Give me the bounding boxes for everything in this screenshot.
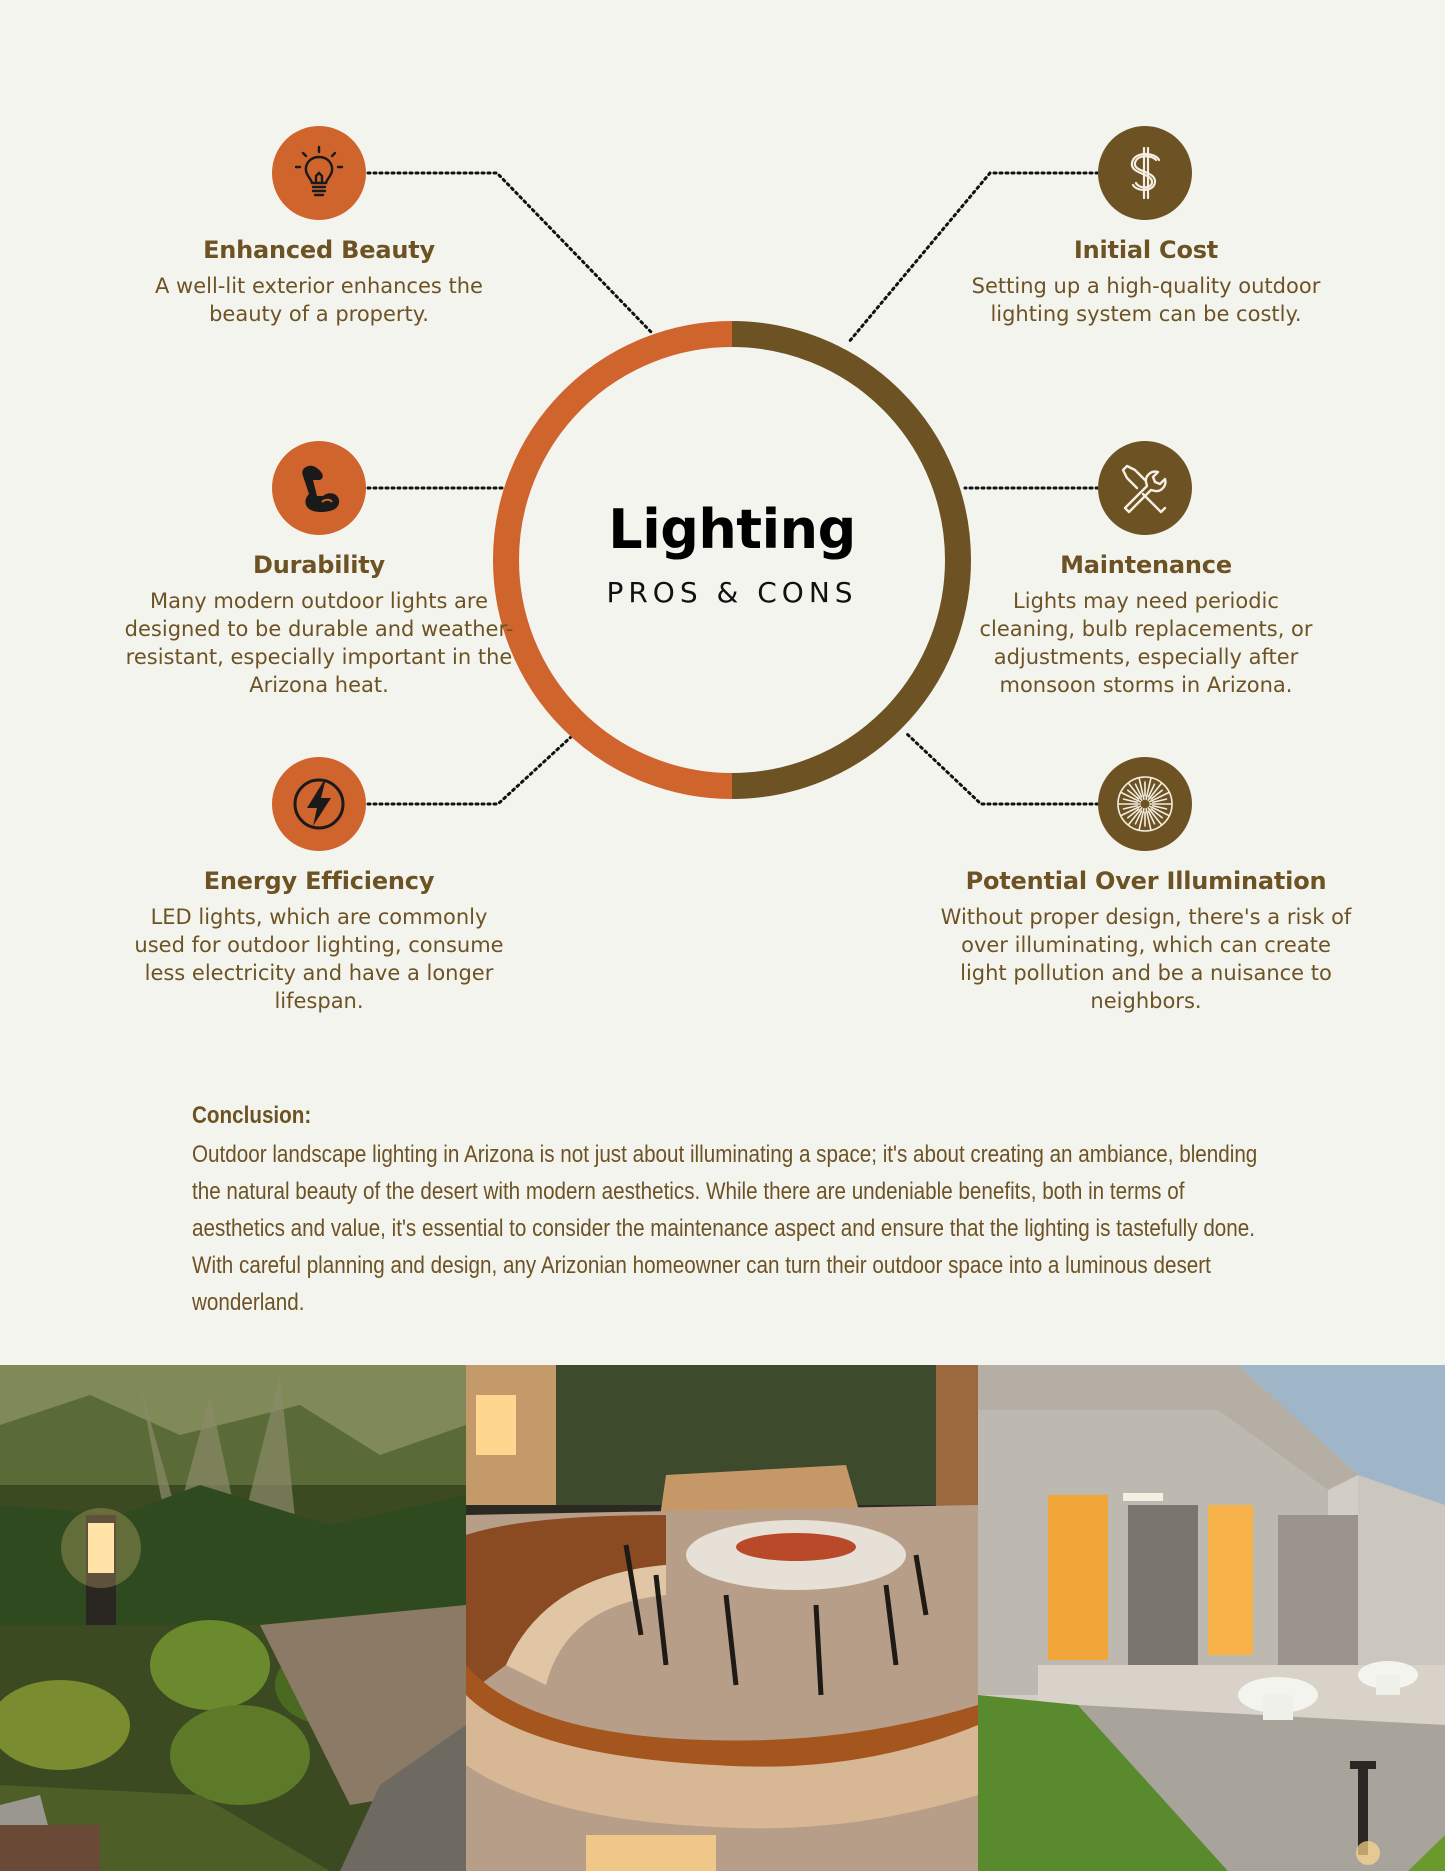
dollar-sign-icon (1098, 126, 1192, 220)
flexed-arm-icon (272, 441, 366, 535)
con-text: Without proper design, there's a risk of over illuminating, which can create light pollution and be a nuisance to neighbors. (940, 905, 1352, 1013)
pro-title: Energy Efficiency (203, 867, 435, 895)
conclusion-body: Outdoor landscape lighting in Arizona is not just about illuminating a space; it's about creating an ambiance, blending the natural beauty of the desert with modern aesthetics. While there are undeniable benefits, both in terms of aesthetics and value, it's essential to consider the maintenance aspect and ensure that the lighting is tastefully done. With careful planning and design, any Arizonian homeowner can turn their outdoor space into a luminous desert wonderland. (192, 1141, 1258, 1316)
pro-item-enhanced-beauty (109, 236, 529, 328)
patio-dining-lighting-photo (466, 1365, 978, 1871)
wrench-screwdriver-icon (1098, 441, 1192, 535)
con-title: Initial Cost (1073, 236, 1219, 264)
pro-title: Durability (252, 551, 386, 579)
photo-strip (0, 1365, 1445, 1871)
garden-bollard-light-photo (0, 1365, 466, 1871)
pro-title: Enhanced Beauty (203, 236, 435, 264)
conclusion-section (192, 1102, 1272, 1321)
con-text: Lights may need periodic cleaning, bulb replacements, or adjustments, especially after monsoon storms in Arizona. (979, 589, 1313, 697)
lightbulb-icon (272, 126, 366, 220)
pro-text: LED lights, which are commonly used for outdoor lighting, consume less electricity and have a longer lifespan. (134, 905, 504, 1013)
lightning-bolt-icon (272, 757, 366, 851)
page-subtitle: PROS & CONS (606, 576, 858, 609)
light-burst-icon (1098, 757, 1192, 851)
con-item-maintenance (936, 551, 1356, 699)
con-item-over-illumination (936, 867, 1356, 1015)
connector-energy-efficiency (368, 736, 572, 804)
con-text: Setting up a high-quality outdoor lighting system can be costly. (971, 274, 1321, 326)
connector-over-illumination (907, 734, 1098, 804)
modern-house-exterior-lighting-photo (978, 1365, 1445, 1871)
page-title: Lighting (608, 498, 856, 561)
pro-text: A well-lit exterior enhances the beauty of a property. (155, 274, 483, 326)
pro-text: Many modern outdoor lights are designed to be durable and weather-resistant, especially important in the Arizona heat. (124, 589, 514, 697)
con-item-initial-cost (936, 236, 1356, 328)
con-title: Maintenance (1060, 551, 1232, 579)
pro-item-energy-efficiency (109, 867, 529, 1015)
pro-item-durability (109, 551, 529, 699)
conclusion-heading: Conclusion: (192, 1102, 312, 1129)
con-title: Potential Over Illumination (965, 867, 1327, 895)
